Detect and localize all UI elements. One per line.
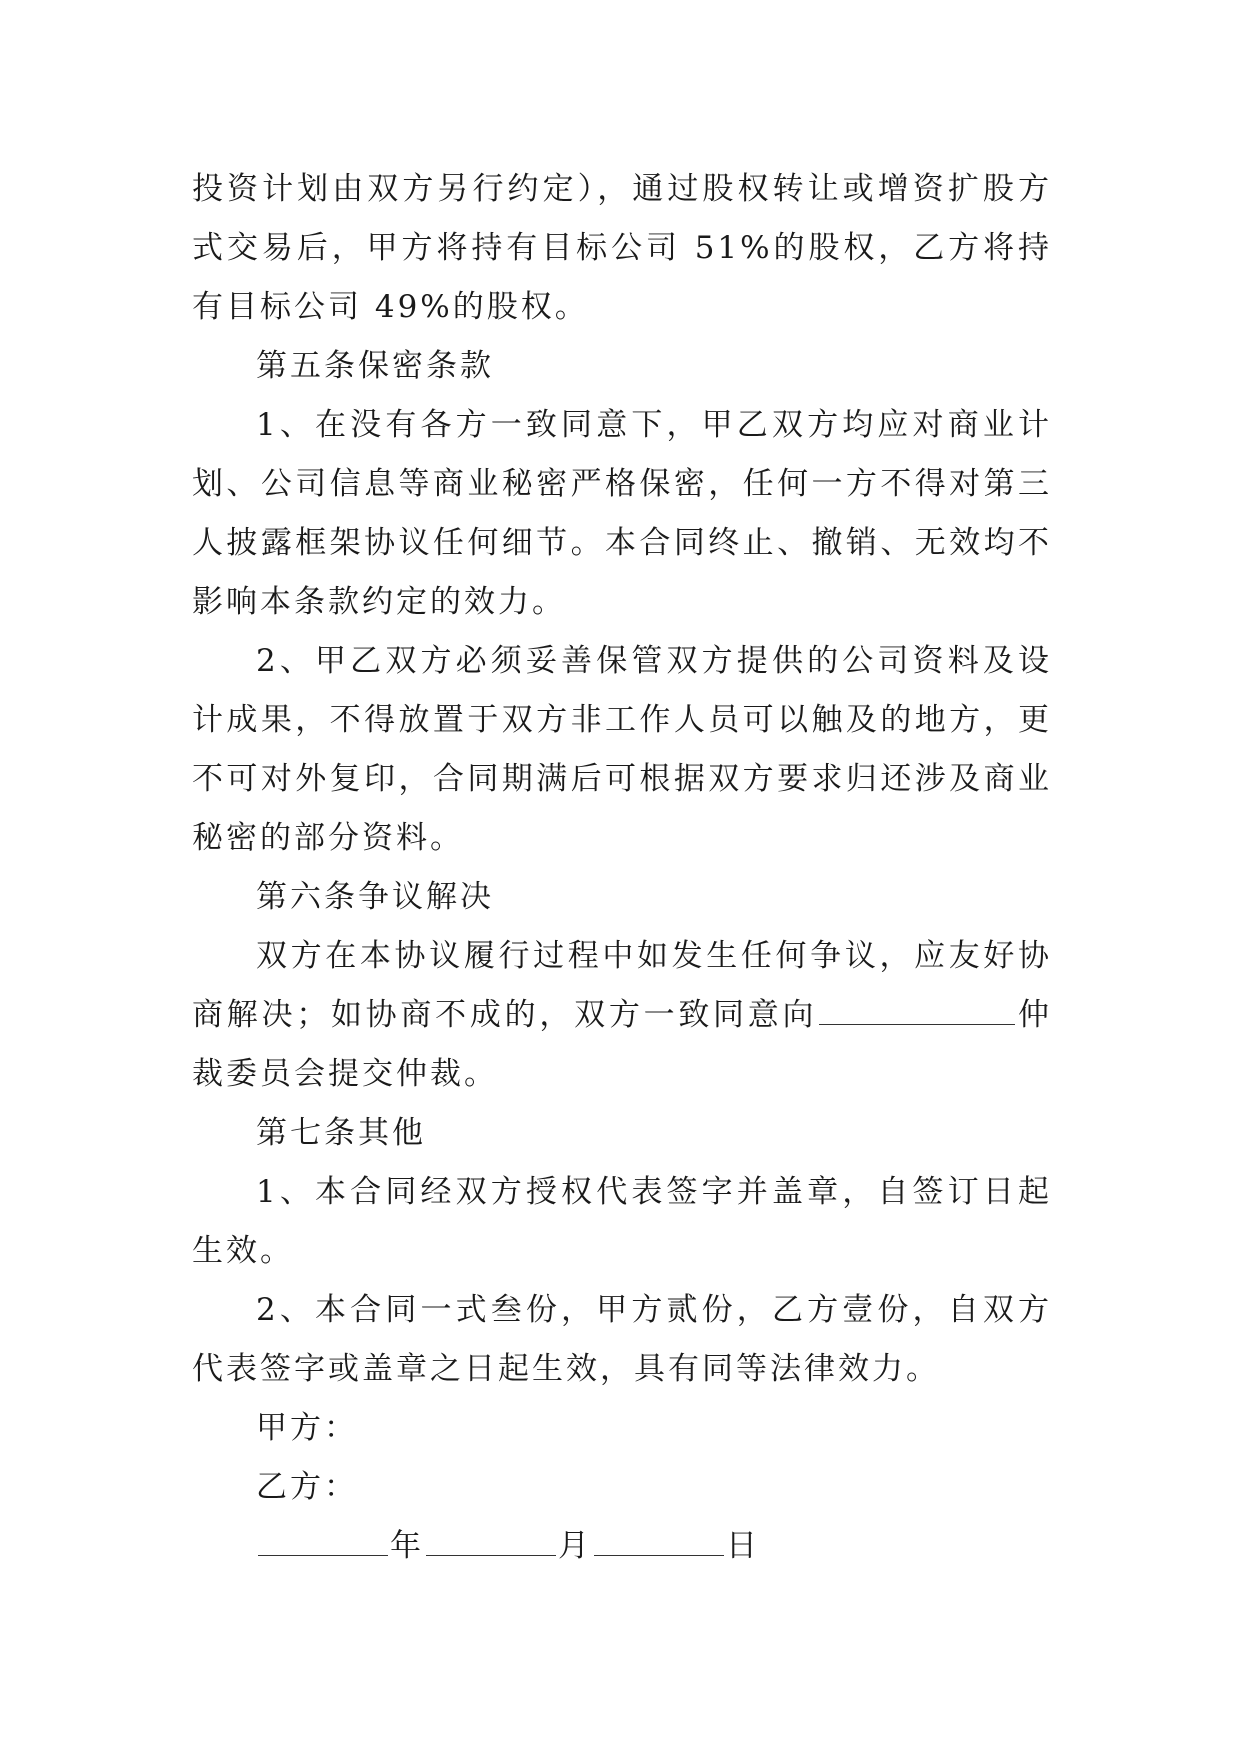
article-7-item-2: 2、本合同一式叁份，甲方贰份，乙方壹份，自双方代表签字或盖章之日起生效，具有同等法律效力。 [192,1292,1052,1387]
date-day-blank[interactable] [594,1521,724,1556]
article-6-text [192,927,1052,1104]
party-a-signature: 甲方： [256,1410,358,1446]
article-5-title: 第五条保密条款 [256,348,494,384]
arbitration-blank-field[interactable] [819,990,1015,1025]
date-month-blank[interactable] [426,1521,556,1556]
party-b-signature: 乙方： [256,1469,358,1505]
article-6-text-after: 仲裁委员会提交仲裁。 [192,997,1053,1092]
date-year-blank[interactable] [258,1521,388,1556]
date-day-label: 日 [726,1528,760,1564]
paragraph-investment-plan: 投资计划由双方另行约定），通过股权转让或增资扩股方式交易后，甲方将持有目标公司 51%的股权，乙方将持有目标公司 49%的股权。 [192,171,1052,325]
article-6-title: 第六条争议解决 [256,879,494,915]
article-5-item-1: 1、在没有各方一致同意下，甲乙双方均应对商业计划、公司信息等商业秘密严格保密，任何一方不得对第三人披露框架协议任何细节。本合同终止、撤销、无效均不影响本条款约定的效力。 [192,407,1052,620]
article-6-text-before: 双方在本协议履行过程中如发生任何争议，应友好协商解决；如协商不成的，双方一致同意向 [192,938,1052,1033]
document-body [192,160,1052,1576]
article-7-title: 第七条其他 [256,1115,426,1151]
date-year-label: 年 [390,1528,424,1564]
article-7-item-1: 1、本合同经双方授权代表签字并盖章，自签订日起生效。 [192,1174,1052,1269]
date-month-label: 月 [558,1528,592,1564]
signing-date-line [192,1517,1052,1576]
article-5-item-2: 2、甲乙双方必须妥善保管双方提供的公司资料及设计成果，不得放置于双方非工作人员可以触及的地方，更不可对外复印，合同期满后可根据双方要求归还涉及商业秘密的部分资料。 [192,643,1052,856]
